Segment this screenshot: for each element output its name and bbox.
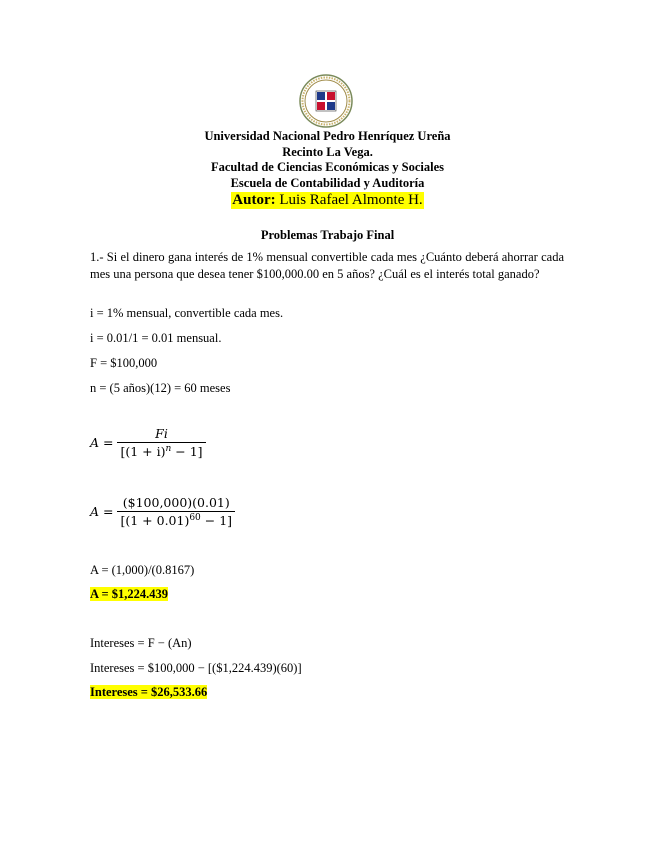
university-seal-logo [299,74,353,128]
document-header [0,129,655,209]
given-rate-decimal: i = 0.01/1 = 0.01 mensual. [90,331,222,345]
problem-statement: 1.- Si el dinero gana interés de 1% mensual convertible cada mes ¿Cuánto deberá ahorrar cada mes una persona que desea tener $100,000.00 en 5 años? ¿Cuál es el interés total ganado? [90,250,564,281]
formula-numerator: Fi [117,426,205,443]
interest-substitution: Intereses = $100,000 − [($1,224.439)(60)] [90,661,302,675]
given-periods: n = (5 años)(12) = 60 meses [90,381,231,395]
formula2-denominator: $[(1 + 0.01)^{60} - 1]$ [120,513,233,529]
annuity-formula [90,426,206,459]
formula2-lhs: A = [90,504,114,520]
formula-fraction [117,426,205,459]
university-name: Universidad Nacional Pedro Henríquez Ureña [204,129,451,143]
formula-denominator: $[(1 + i)^n - 1]$ [120,444,203,460]
substituted-formula [90,495,235,528]
formula2-fraction [117,495,235,528]
author-name: Luis Rafael Almonte H. [279,192,423,208]
given-rate: i = 1% mensual, convertible cada mes. [90,306,284,320]
result-payment: A = $1,224.439 [90,587,168,601]
interest-formula: Intereses = F − (An) [90,636,192,650]
author-label: Autor: [232,192,276,208]
formula2-numerator: ($100,000)(0.01) [117,495,235,512]
calculation-line: A = (1,000)/(0.8167) [90,563,195,577]
campus-name: Recinto La Vega. [282,144,373,159]
faculty-name: Facultad de Ciencias Económicas y Sociales [211,160,444,174]
document-title: Problemas Trabajo Final [260,228,395,242]
result-interest: Intereses = $26,533.66 [90,685,208,699]
school-name: Escuela de Contabilidad y Auditoría [230,175,425,190]
given-future-value: F = $100,000 [90,356,158,370]
formula-lhs: A = [90,435,114,451]
author-line [231,192,423,209]
